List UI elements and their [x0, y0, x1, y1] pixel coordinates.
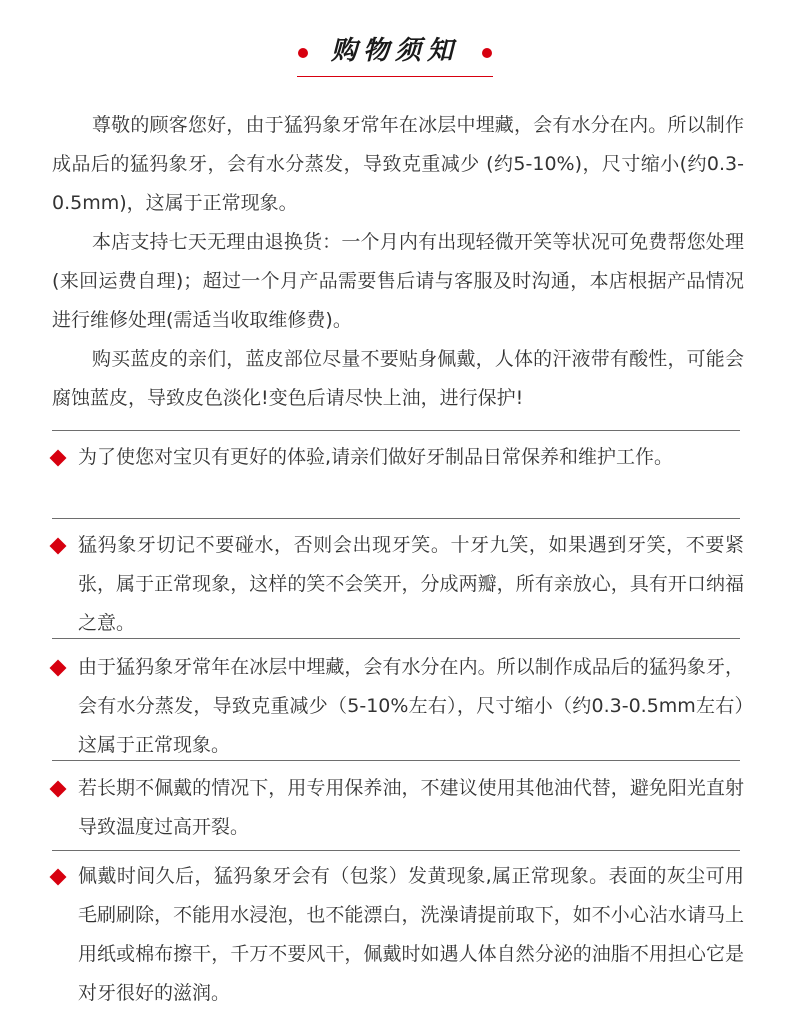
notice-item-storage [48, 769, 744, 847]
red-diamond-icon [50, 538, 67, 555]
notice-item-moisture [48, 648, 744, 765]
notice-item-water [48, 526, 744, 643]
notice-item-care [48, 438, 744, 477]
divider [52, 430, 740, 431]
notice-item-patina [48, 857, 744, 1013]
divider [52, 850, 740, 851]
red-diamond-icon [50, 450, 67, 467]
page-header [0, 30, 790, 80]
notice-item-text: 由于猛犸象牙常年在冰层中埋藏，会有水分在内。所以制作成品后的猛犸象牙，会有水分蒸发，导致克重减少（5-10%左右），尺寸缩小（约0.3-0.5mm左右）这属于正常现象。 [78, 656, 744, 756]
red-diamond-icon [50, 869, 67, 886]
red-dot-icon [298, 48, 308, 58]
red-diamond-icon [50, 781, 67, 798]
page-title: 购物须知 [330, 36, 459, 66]
divider [52, 760, 740, 761]
notice-item-text: 若长期不佩戴的情况下，用专用保养油，不建议使用其他油代替，避免阳光直射导致温度过高开裂。 [78, 777, 744, 838]
intro-paragraph-blue-skin: 购买蓝皮的亲们，蓝皮部位尽量不要贴身佩戴，人体的汗液带有酸性，可能会腐蚀蓝皮，导致皮色淡化!变色后请尽快上油，进行保护! [52, 348, 744, 409]
title-underline [297, 76, 493, 77]
red-dot-icon [482, 48, 492, 58]
intro-paragraph-returns: 本店支持七天无理由退换货：一个月内有出现轻微开笑等状况可免费帮您处理 (来回运费自理)；超过一个月产品需要售后请与客服及时沟通，本店根据产品情况进行维修处理(需适当收取维修费)。 [52, 231, 744, 331]
intro-paragraph-moisture: 尊敬的顾客您好，由于猛犸象牙常年在冰层中埋藏，会有水分在内。所以制作成品后的猛犸象牙，会有水分蒸发，导致克重减少 (约5-10%)，尺寸缩小(约0.3-0.5mm)，这属于正常现象。 [52, 114, 744, 214]
notice-item-text: 佩戴时间久后，猛犸象牙会有（包浆）发黄现象,属正常现象。表面的灰尘可用毛刷刷除，不能用水浸泡，也不能漂白，洗澡请提前取下，如不小心沾水请马上用纸或棉布擦干，千万不要风干，佩戴时如遇人体自然分泌的油脂不用担心它是对牙很好的滋润。 [78, 865, 744, 1004]
notice-item-text: 为了使您对宝贝有更好的体验,请亲们做好牙制品日常保养和维护工作。 [78, 446, 674, 468]
notice-item-text: 猛犸象牙切记不要碰水，否则会出现牙笑。十牙九笑，如果遇到牙笑，不要紧张，属于正常现象，这样的笑不会笑开，分成两瓣，所有亲放心，具有开口纳福之意。 [78, 534, 744, 634]
divider [52, 518, 740, 519]
divider [52, 638, 740, 639]
red-diamond-icon [50, 660, 67, 677]
intro-section [52, 106, 744, 418]
